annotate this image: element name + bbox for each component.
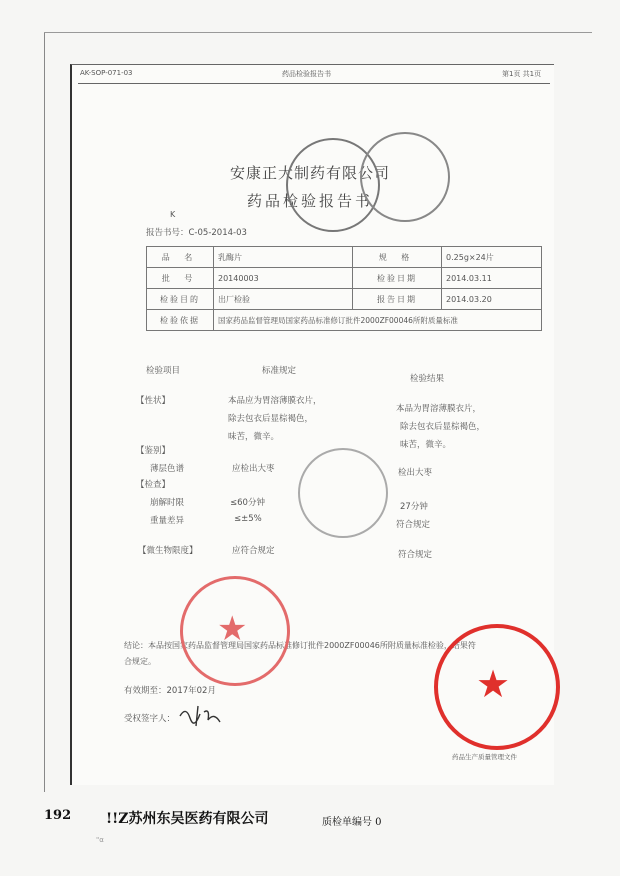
weight-label: 重量差异	[150, 516, 185, 526]
conclusion-text: 合规定。	[124, 657, 156, 666]
name-value: 乳酶片	[214, 247, 353, 268]
name-label: 品 名	[147, 247, 214, 268]
scan-edge	[44, 32, 592, 33]
form-title: 药品检验报告书	[282, 70, 331, 78]
character-result: 本品为胃溶薄膜衣片，	[396, 404, 482, 414]
inspect-date-label: 检验日期	[353, 268, 442, 289]
report-date-label: 报告日期	[353, 289, 442, 310]
page-number: 192	[44, 808, 72, 823]
batch-label: 批 号	[147, 268, 214, 289]
conclusion-text: 结论：本品按国家药品监督管理局国家药品标准修订批件2000ZF00046所附质量标准检验，结果符	[124, 641, 476, 650]
character-label: 【性状】	[136, 396, 171, 406]
faint-seal	[298, 448, 388, 538]
tlc-standard: 应检出大枣	[232, 464, 275, 474]
info-table	[146, 246, 542, 331]
character-result: 味苦，微辛。	[400, 440, 452, 450]
tlc-result: 检出大枣	[398, 468, 433, 478]
identification-label: 【鉴别】	[136, 446, 171, 456]
disintegration-result: 27分钟	[400, 502, 428, 512]
signature-image	[176, 702, 226, 730]
star-icon: ★	[476, 662, 511, 706]
microbial-result: 符合规定	[398, 550, 433, 560]
stamp-caption: 药品生产质量管理文件	[452, 753, 517, 761]
spec-label: 规 格	[353, 247, 442, 268]
inspect-date-value: 2014.03.11	[442, 268, 542, 289]
red-seal-right	[434, 624, 560, 750]
microbial-label: 【微生物限度】	[138, 546, 198, 556]
footer-company: !!Z苏州东吴医药有限公司	[106, 811, 269, 827]
spec-value: 0.25g×24片	[442, 247, 542, 268]
document-title: 药品检验报告书	[246, 192, 373, 210]
report-number: 报告书号：C-05-2014-03	[146, 228, 247, 238]
footer-label: 质检单编号 0	[322, 817, 382, 828]
tlc-label: 薄层色谱	[150, 464, 185, 474]
page-indicator: 第1页 共1页	[502, 70, 542, 78]
basis-value: 国家药品监督管理局国家药品标准修订批件2000ZF00046所附质量标准	[214, 310, 542, 331]
col-result: 检验结果	[410, 374, 445, 384]
character-std: 味苦，微辛。	[228, 432, 280, 442]
character-result: 除去包衣后显棕褐色，	[400, 422, 486, 432]
report-date-value: 2014.03.20	[442, 289, 542, 310]
col-standard: 标准规定	[262, 366, 297, 376]
mark-k: K	[170, 210, 176, 219]
character-std: 除去包衣后显棕褐色，	[228, 414, 314, 424]
microbial-standard: 应符合规定	[232, 546, 275, 556]
disintegration-standard: ≤60分钟	[230, 498, 265, 508]
red-seal-left	[180, 576, 290, 686]
purpose-value: 出厂检验	[214, 289, 353, 310]
basis-label: 检验依据	[147, 310, 214, 331]
validity-date: 有效期至：2017年02月	[124, 686, 216, 696]
form-code: AK-SOP-071-03	[80, 69, 133, 77]
star-icon: ★	[217, 609, 248, 649]
col-item: 检验项目	[146, 366, 181, 376]
disintegration-label: 崩解时限	[150, 498, 185, 508]
weight-result: 符合规定	[396, 520, 431, 530]
weight-standard: ≤±5%	[234, 514, 262, 524]
purpose-label: 检验目的	[147, 289, 214, 310]
character-std: 本品应为胃溶薄膜衣片，	[228, 396, 322, 406]
header-divider	[78, 83, 550, 84]
footer-mark: "α	[96, 836, 104, 844]
check-label: 【检查】	[136, 480, 171, 490]
batch-value: 20140003	[214, 268, 353, 289]
approver-label: 受权签字人：	[124, 714, 176, 724]
scan-edge	[44, 32, 45, 792]
company-name: 安康正大制药有限公司	[229, 164, 390, 182]
quality-seal-gray	[360, 132, 450, 222]
